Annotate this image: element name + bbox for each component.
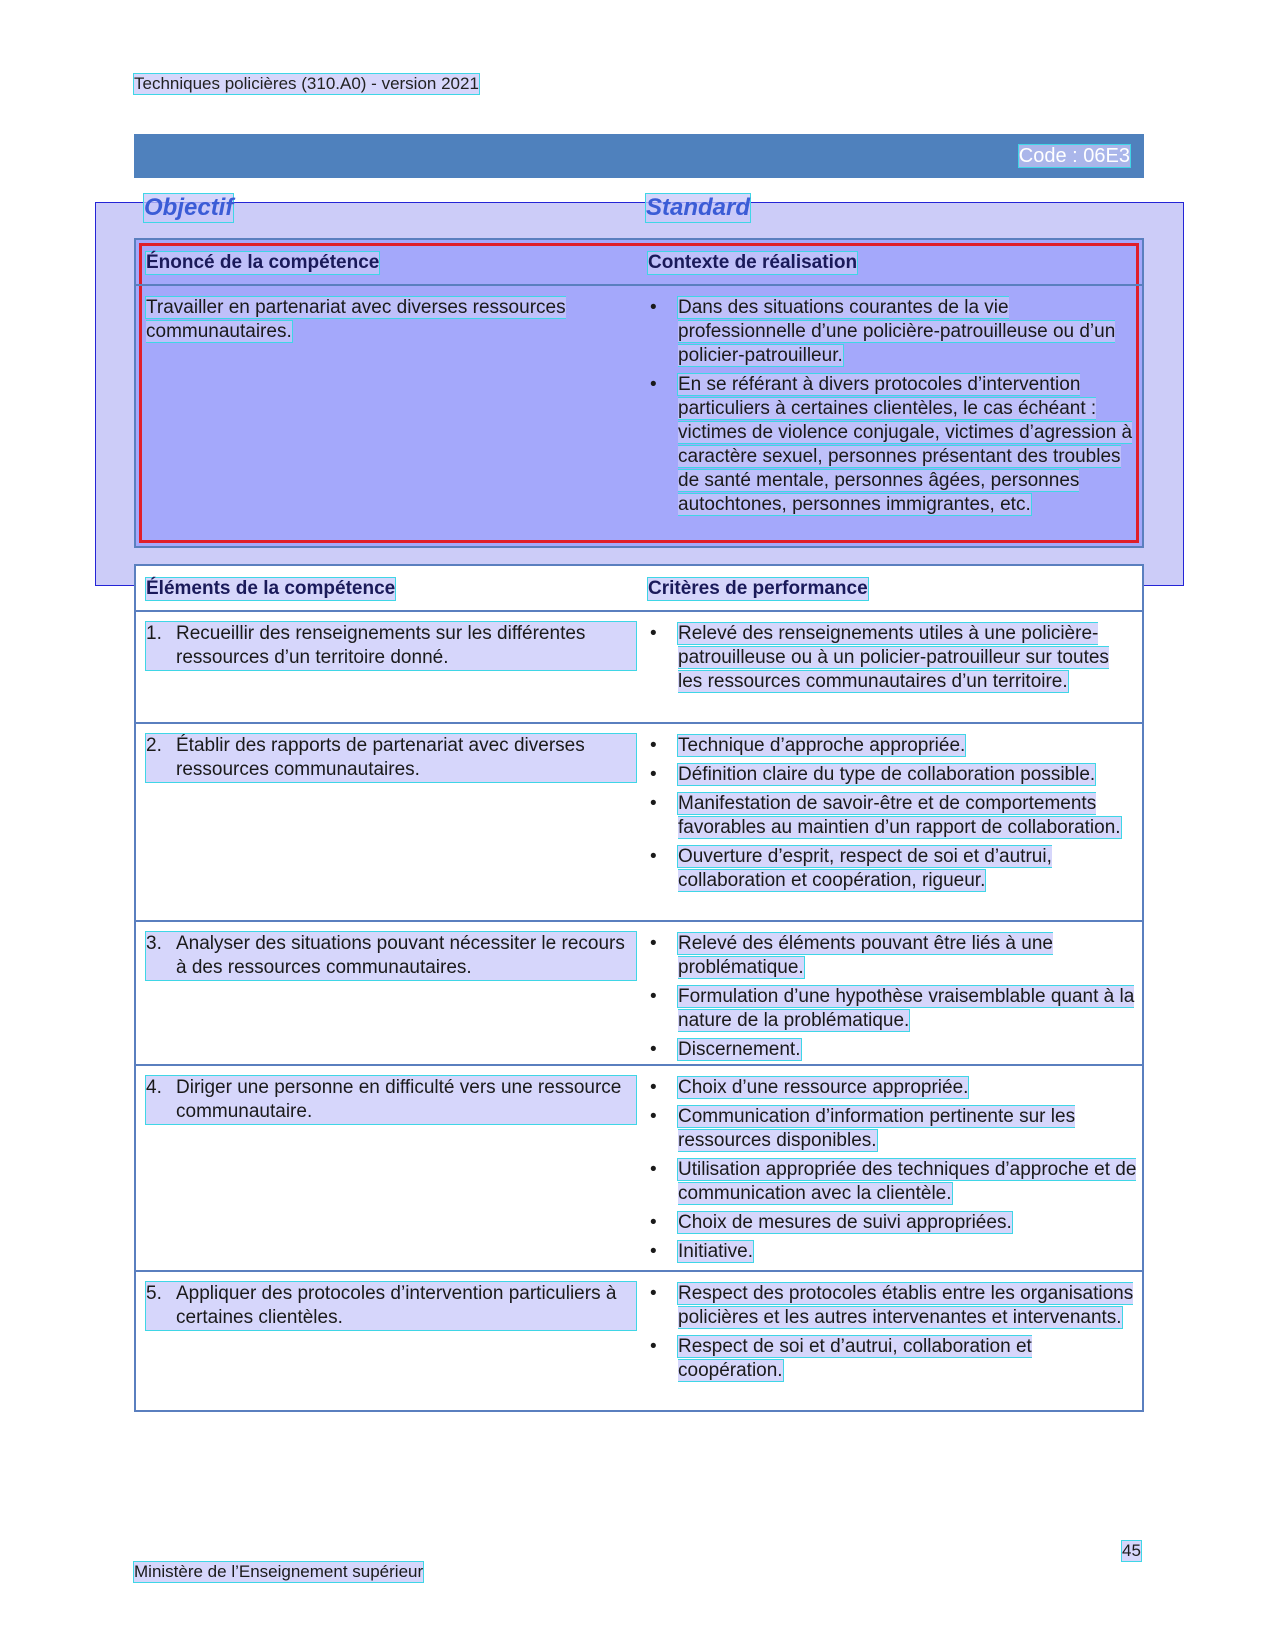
criterion-text: Choix d’une ressource appropriée. — [678, 1077, 969, 1098]
bullet-icon: • — [650, 623, 657, 644]
bullet-icon: • — [650, 793, 657, 814]
element-number: 4. — [146, 1077, 162, 1098]
bullet-icon: • — [650, 1283, 657, 1304]
section-title-standard: Standard — [646, 194, 751, 221]
bullet-icon: • — [650, 1106, 657, 1127]
element-cell — [146, 734, 636, 782]
competence-table-header — [136, 240, 1142, 286]
criterion-item — [648, 792, 1138, 840]
criterion-text: Utilisation appropriée des techniques d’approche et de communication avec la clientèle. — [678, 1159, 1137, 1204]
criterion-item — [648, 1282, 1138, 1330]
criterion-text: Discernement. — [678, 1039, 801, 1060]
bullet-icon: • — [650, 1241, 657, 1262]
bullet-icon: • — [650, 1159, 657, 1180]
contexte-header: Contexte de réalisation — [648, 252, 858, 273]
elements-table-header — [136, 566, 1142, 612]
criteria-cell — [648, 734, 1138, 898]
bullet-icon: • — [650, 986, 657, 1007]
criterion-item — [648, 1240, 1138, 1264]
criterion-item — [648, 1335, 1138, 1383]
criterion-text: Relevé des éléments pouvant être liés à une problématique. — [678, 933, 1053, 978]
criterion-text: Manifestation de savoir-être et de comportements favorables au maintien d’un rapport de collaboration. — [678, 793, 1121, 838]
element-cell — [146, 622, 636, 670]
criterion-item — [648, 845, 1138, 893]
competence-table — [134, 238, 1144, 548]
criterion-text: Définition claire du type de collaboration possible. — [678, 764, 1096, 785]
element-text: Diriger une personne en difficulté vers une ressource communautaire. — [146, 1076, 636, 1124]
contexte-text: En se référant à divers protocoles d’intervention particuliers à certaines clientèles, le cas échéant : victimes de violence conjugale, victimes d’agression à caractère sexuel, personnes présentant des troubles de santé mentale, personnes âgées, personnes autochtones, personnes immigrantes, etc. — [678, 374, 1133, 515]
criterion-item — [648, 1158, 1138, 1206]
criteria-cell — [648, 622, 1138, 699]
criterion-item — [648, 1076, 1138, 1100]
bullet-icon: • — [650, 933, 657, 954]
running-head: Techniques policières (310.A0) - version 2021 — [134, 74, 479, 93]
criterion-item — [648, 763, 1138, 787]
criterion-item — [648, 932, 1138, 980]
criterion-item — [648, 1105, 1138, 1153]
section-title-objectif: Objectif — [144, 194, 234, 221]
table-row — [136, 1272, 1142, 1410]
contexte-item — [648, 373, 1138, 517]
criteria-cell — [648, 1282, 1138, 1388]
criterion-item — [648, 985, 1138, 1033]
contexte-text: Dans des situations courantes de la vie professionnelle d’une policière-patrouilleuse ou d’un policier-patrouilleur. — [678, 297, 1116, 366]
bullet-icon: • — [650, 735, 657, 756]
code-label: Code : 06E3 — [1018, 145, 1130, 167]
criterion-item — [648, 1211, 1138, 1235]
enonce-cell — [146, 296, 636, 344]
criteres-header: Critères de performance — [648, 578, 868, 599]
criterion-text: Relevé des renseignements utiles à une policière- patrouilleuse ou à un policier-patrouilleur sur toutes les ressources communautaires d’un territoire. — [678, 623, 1109, 692]
table-row — [136, 922, 1142, 1066]
criterion-item — [648, 1038, 1138, 1062]
criteria-cell — [648, 1076, 1138, 1269]
element-cell — [146, 1076, 636, 1124]
criterion-text: Respect des protocoles établis entre les organisations policières et les autres intervenantes et intervenants. — [678, 1283, 1134, 1328]
bullet-icon: • — [650, 1077, 657, 1098]
criterion-text: Respect de soi et d’autrui, collaboration et coopération. — [678, 1336, 1032, 1381]
element-text: Recueillir des renseignements sur les différentes ressources d’un territoire donné. — [146, 622, 636, 670]
criterion-text: Choix de mesures de suivi appropriées. — [678, 1212, 1012, 1233]
element-number: 5. — [146, 1283, 162, 1304]
element-cell — [146, 932, 636, 980]
table-row — [136, 724, 1142, 922]
criterion-text: Initiative. — [678, 1241, 753, 1262]
criterion-item — [648, 734, 1138, 758]
criterion-text: Communication d’information pertinente sur les ressources disponibles. — [678, 1106, 1076, 1151]
bullet-icon: • — [650, 1039, 657, 1060]
footer-ministry: Ministère de l’Enseignement supérieur — [134, 1562, 424, 1581]
enonce-header: Énoncé de la compétence — [146, 252, 380, 273]
elements-header: Éléments de la compétence — [146, 578, 396, 599]
element-text: Analyser des situations pouvant nécessiter le recours à des ressources communautaires. — [146, 932, 636, 980]
bullet-icon: • — [650, 764, 657, 785]
criterion-text: Formulation d’une hypothèse vraisemblable quant à la nature de la problématique. — [678, 986, 1135, 1031]
criterion-text: Technique d’approche appropriée. — [678, 735, 966, 756]
bullet-icon: • — [650, 374, 657, 395]
page-number: 45 — [1122, 1541, 1141, 1560]
element-text: Appliquer des protocoles d’intervention particuliers à certaines clientèles. — [146, 1282, 636, 1330]
bullet-icon: • — [650, 1212, 657, 1233]
criterion-text: Ouverture d’esprit, respect de soi et d’autrui, collaboration et coopération, rigueur. — [678, 846, 1052, 891]
contexte-item — [648, 296, 1138, 368]
element-number: 2. — [146, 735, 162, 756]
bullet-icon: • — [650, 297, 657, 318]
bullet-icon: • — [650, 846, 657, 867]
criteria-cell — [648, 932, 1138, 1067]
table-row — [136, 612, 1142, 724]
table-row — [136, 1066, 1142, 1272]
contexte-cell — [648, 296, 1138, 522]
element-number: 1. — [146, 623, 162, 644]
element-number: 3. — [146, 933, 162, 954]
enonce-text: Travailler en partenariat avec diverses ressources communautaires. — [146, 297, 566, 342]
code-banner — [134, 134, 1144, 178]
element-cell — [146, 1282, 636, 1330]
elements-table — [134, 564, 1144, 1412]
bullet-icon: • — [650, 1336, 657, 1357]
element-text: Établir des rapports de partenariat avec diverses ressources communautaires. — [146, 734, 636, 782]
criterion-item — [648, 622, 1138, 694]
